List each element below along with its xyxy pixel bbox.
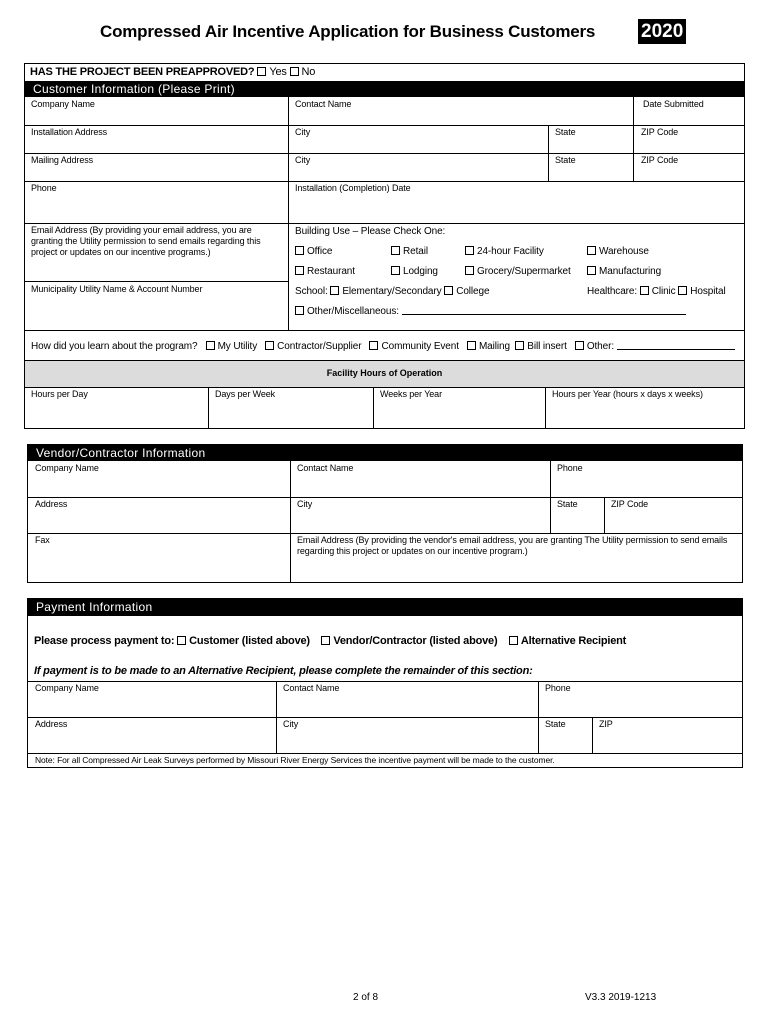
checkbox-icon [295, 246, 304, 255]
vendor-heading: Vendor/Contractor Information [28, 445, 742, 461]
divider [545, 387, 546, 429]
hospital-checkbox[interactable] [678, 286, 725, 297]
divider [28, 717, 742, 718]
lodging-checkbox[interactable] [391, 265, 438, 278]
hours-per-day-label: Hours per Day [31, 389, 88, 399]
warehouse-checkbox[interactable] [587, 245, 649, 258]
other-misc-checkbox[interactable] [295, 305, 686, 318]
checkbox-icon [678, 286, 687, 295]
mailing-address-label: Mailing Address [31, 155, 94, 165]
payment-heading: Payment Information [28, 599, 742, 616]
divider [548, 125, 549, 181]
vendor-address-label: Address [35, 499, 68, 509]
option-label: Retail [403, 246, 428, 257]
checkbox-icon [177, 636, 186, 645]
version-label: V3.3 2019-1213 [585, 992, 657, 1003]
divider [25, 125, 744, 126]
city-label: City [295, 155, 311, 165]
pay-customer-checkbox[interactable] [177, 635, 310, 647]
school-label: School: [295, 286, 328, 297]
checkbox-icon [575, 341, 584, 350]
elementary-checkbox[interactable] [330, 286, 441, 297]
payment-section [27, 598, 743, 768]
payment-note: Note: For all Compressed Air Leak Surveys performed by Missouri River Energy Services the incentive payment will be made to the customer. [35, 755, 555, 765]
checkbox-icon [587, 246, 596, 255]
divider [25, 153, 744, 154]
my-utility-checkbox[interactable] [206, 341, 258, 352]
option-label: Lodging [403, 266, 438, 277]
checkbox-icon [640, 286, 649, 295]
alt-phone-label: Phone [545, 683, 571, 693]
other-checkbox[interactable] [575, 341, 614, 352]
alt-contact-label: Contact Name [283, 683, 340, 693]
contact-name-label: Contact Name [295, 99, 352, 109]
phone-label: Phone [31, 183, 57, 193]
option-label: Elementary/Secondary [342, 286, 442, 297]
alt-company-label: Company Name [35, 683, 99, 693]
option-label: Grocery/Supermarket [477, 266, 571, 277]
checkbox-icon [257, 67, 266, 76]
option-label: Alternative Recipient [520, 635, 627, 647]
checkbox-icon [369, 341, 378, 350]
alt-state-label: State [545, 719, 566, 729]
municipality-label: Municipality Utility Name & Account Number [31, 284, 203, 294]
healthcare-label: Healthcare: [587, 286, 638, 297]
other-source-field[interactable] [617, 340, 735, 350]
option-label: Community Event [381, 341, 459, 352]
divider [290, 461, 291, 582]
email-address-label: Email Address (By providing your email address, you are granting the Utility permission to send emails regarding this project or updates on our incentive programs.) [31, 225, 261, 257]
vendor-company-label: Company Name [35, 463, 99, 473]
state-label: State [555, 155, 576, 165]
option-label: Vendor/Contractor (listed above) [333, 635, 498, 647]
vendor-city-label: City [297, 499, 313, 509]
installation-date-label: Installation (Completion) Date [295, 183, 411, 193]
days-per-week-label: Days per Week [215, 389, 276, 399]
option-label: Customer (listed above) [189, 635, 310, 647]
retail-checkbox[interactable] [391, 245, 428, 258]
preapproval-yes-checkbox[interactable] [257, 66, 286, 78]
divider [25, 360, 744, 361]
option-label: Other: [586, 341, 615, 352]
alternative-note: If payment is to be made to an Alternative Recipient, please complete the remainder of this section: [34, 665, 533, 677]
pay-alternative-checkbox[interactable] [509, 635, 626, 647]
alt-city-label: City [283, 719, 299, 729]
divider [28, 533, 742, 534]
checkbox-icon [295, 306, 304, 315]
option-label: Hospital [690, 286, 726, 297]
manufacturing-checkbox[interactable] [587, 265, 661, 278]
option-label: Clinic [651, 286, 676, 297]
restaurant-checkbox[interactable] [295, 265, 355, 278]
building-use-label: Building Use – Please Check One: [295, 226, 446, 237]
option-label: Contractor/Supplier [277, 341, 362, 352]
checkbox-icon [265, 341, 274, 350]
divider [288, 97, 289, 330]
zip-label: ZIP Code [641, 127, 679, 137]
healthcare-row [587, 285, 726, 298]
checkbox-icon [330, 286, 339, 295]
option-label: Other/Miscellaneous: [307, 306, 399, 317]
hours-heading: Facility Hours of Operation [326, 368, 443, 378]
option-label: Mailing [478, 341, 510, 352]
vendor-email-label: Email Address (By providing the vendor's email address, you are granting The Utility permission to send emails regarding this project or updates on our incentive program.) [297, 535, 728, 556]
vendor-contact-label: Contact Name [297, 463, 354, 473]
preapproval-question: HAS THE PROJECT BEEN PREAPPROVED? [30, 66, 255, 78]
checkbox-icon [465, 266, 474, 275]
option-label: Office [307, 246, 333, 257]
checkbox-icon [206, 341, 215, 350]
city-label: City [295, 127, 311, 137]
checkbox-icon [444, 286, 453, 295]
company-name-label: Company Name [31, 99, 95, 109]
state-label: State [555, 127, 576, 137]
customer-heading: Customer Information (Please Print) [25, 81, 744, 97]
divider [604, 497, 605, 533]
divider [25, 281, 289, 282]
option-label: 24-hour Facility [477, 246, 544, 257]
process-payment-label: Please process payment to: [34, 635, 175, 647]
option-label: My Utility [217, 341, 258, 352]
divider [28, 497, 742, 498]
divider [208, 387, 209, 429]
other-misc-field[interactable] [402, 305, 686, 315]
vendor-zip-label: ZIP Code [611, 499, 649, 509]
divider [28, 681, 742, 682]
divider [25, 330, 744, 331]
vendor-fax-label: Fax [35, 535, 50, 545]
preapproval-no-checkbox[interactable] [290, 66, 316, 78]
hours-per-year-label: Hours per Year (hours x days x weeks) [552, 389, 703, 399]
preapproval-yes-label: Yes [269, 66, 287, 78]
24-hour-checkbox[interactable] [465, 245, 544, 258]
option-label: Restaurant [307, 266, 355, 277]
college-checkbox[interactable] [444, 286, 489, 297]
weeks-per-year-label: Weeks per Year [380, 389, 442, 399]
bill-insert-checkbox[interactable] [515, 341, 566, 352]
option-label: Warehouse [599, 246, 649, 257]
page-number: 2 of 8 [353, 992, 379, 1003]
community-event-checkbox[interactable] [369, 341, 458, 352]
option-label: Manufacturing [599, 266, 662, 277]
checkbox-icon [321, 636, 330, 645]
learn-row [31, 340, 735, 353]
divider [550, 461, 551, 533]
checkbox-icon [295, 266, 304, 275]
mailing-checkbox[interactable] [467, 341, 510, 352]
alt-zip-label: ZIP [599, 719, 613, 729]
pay-vendor-checkbox[interactable] [321, 635, 497, 647]
checkbox-icon [391, 266, 400, 275]
divider [538, 681, 539, 753]
divider [28, 753, 742, 754]
divider [25, 387, 744, 388]
checkbox-icon [515, 341, 524, 350]
checkbox-icon [509, 636, 518, 645]
grocery-checkbox[interactable] [465, 265, 571, 278]
school-row [295, 285, 489, 298]
installation-address-label: Installation Address [31, 127, 108, 137]
checkbox-icon [391, 246, 400, 255]
zip-label: ZIP Code [641, 155, 679, 165]
page-title: Compressed Air Incentive Application for Business Customers [100, 22, 596, 41]
divider [373, 387, 374, 429]
divider [25, 223, 744, 224]
year-badge: 2020 [638, 19, 686, 44]
vendor-phone-label: Phone [557, 463, 583, 473]
checkbox-icon [587, 266, 596, 275]
contractor-checkbox[interactable] [265, 341, 361, 352]
vendor-state-label: State [557, 499, 578, 509]
option-label: College [456, 286, 490, 297]
vendor-section [27, 444, 743, 583]
clinic-checkbox[interactable] [640, 286, 676, 297]
preapproval-row [30, 66, 315, 78]
divider [633, 97, 634, 181]
learn-question: How did you learn about the program? [31, 341, 198, 352]
checkbox-icon [465, 246, 474, 255]
office-checkbox[interactable] [295, 245, 332, 258]
date-submitted-label: Date Submitted [643, 99, 704, 109]
preapproval-no-label: No [301, 66, 316, 78]
option-label: Bill insert [527, 341, 567, 352]
divider [25, 181, 744, 182]
divider [592, 717, 593, 753]
alt-address-label: Address [35, 719, 68, 729]
checkbox-icon [290, 67, 299, 76]
payment-options-row [34, 635, 626, 647]
divider [276, 681, 277, 753]
checkbox-icon [467, 341, 476, 350]
